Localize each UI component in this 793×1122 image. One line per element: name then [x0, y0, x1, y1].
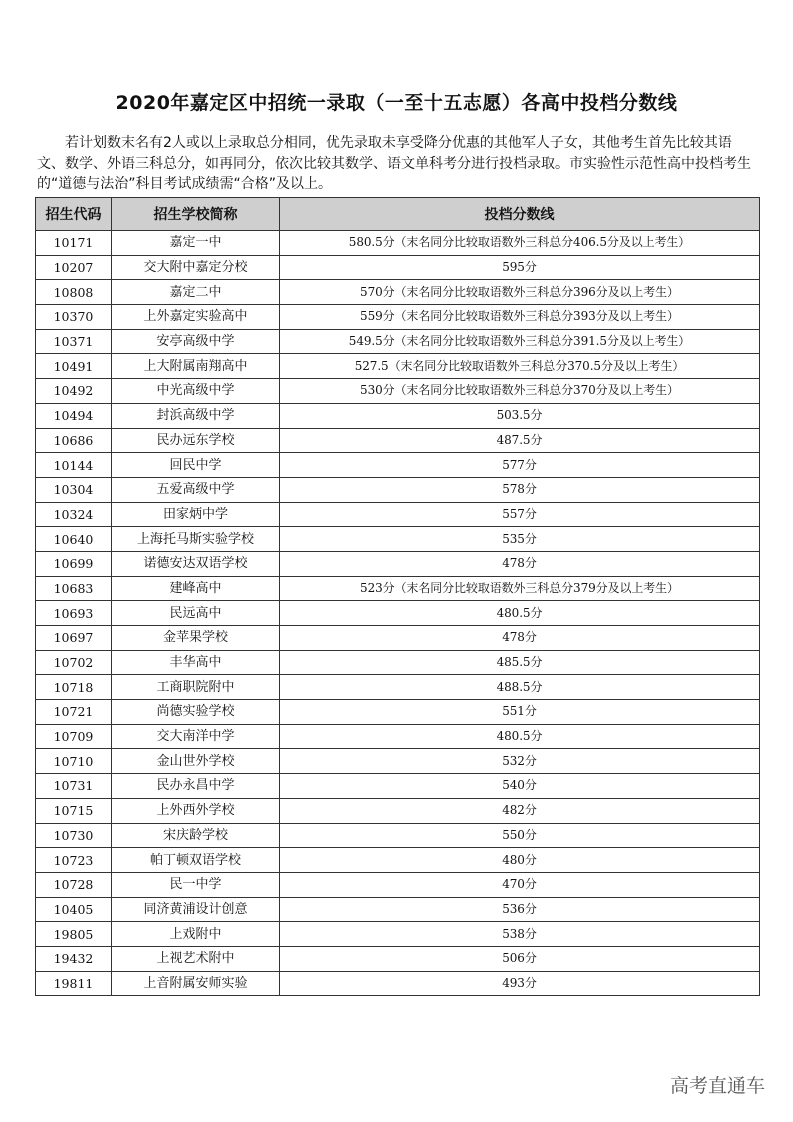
code-cell: 10324: [36, 502, 112, 527]
score-cell: 580.5分（末名同分比较取语数外三科总分406.5分及以上考生）: [280, 231, 760, 256]
table-row: [36, 453, 760, 478]
code-cell: 19432: [36, 946, 112, 971]
code-cell: 10699: [36, 551, 112, 576]
school-cell: 安亭高级中学: [112, 329, 280, 354]
school-cell: 上大附属南翔高中: [112, 354, 280, 379]
score-cell: 550分: [280, 823, 760, 848]
intro-paragraph: 若计划数末名有2人或以上录取总分相同，优先录取未享受降分优惠的其他军人子女，其他考生首先比较其语文、数学、外语三科总分，如再同分，依次比较其数学、语文单科考分进行投档录取。市实验性示范性高中投档考生的“道德与法治”科目考试成绩需“合格”及以上。: [37, 135, 751, 192]
code-cell: 10728: [36, 872, 112, 897]
code-cell: 10715: [36, 798, 112, 823]
table-row: [36, 724, 760, 749]
score-cell: 570分（末名同分比较取语数外三科总分396分及以上考生）: [280, 280, 760, 305]
score-cell: 485.5分: [280, 650, 760, 675]
score-cell: 480分: [280, 848, 760, 873]
table-row: [36, 576, 760, 601]
table-row: [36, 477, 760, 502]
code-cell: 10808: [36, 280, 112, 305]
table-row: [36, 971, 760, 996]
school-cell: 交大附中嘉定分校: [112, 255, 280, 280]
school-cell: 金山世外学校: [112, 749, 280, 774]
table-row: [36, 527, 760, 552]
table-row: [36, 428, 760, 453]
table-row: [36, 897, 760, 922]
code-cell: 19811: [36, 971, 112, 996]
score-cell: 503.5分: [280, 403, 760, 428]
code-cell: 10686: [36, 428, 112, 453]
school-cell: 工商职院附中: [112, 675, 280, 700]
code-cell: 10640: [36, 527, 112, 552]
school-cell: 民办永昌中学: [112, 774, 280, 799]
code-cell: 10494: [36, 403, 112, 428]
school-cell: 尚德实验学校: [112, 700, 280, 725]
code-cell: 10709: [36, 724, 112, 749]
table-row: [36, 379, 760, 404]
score-cell: 487.5分: [280, 428, 760, 453]
score-cell: 470分: [280, 872, 760, 897]
table-row: [36, 255, 760, 280]
code-cell: 10718: [36, 675, 112, 700]
header-school: 招生学校简称: [112, 198, 280, 231]
code-cell: 10370: [36, 305, 112, 330]
score-cell: 549.5分（末名同分比较取语数外三科总分391.5分及以上考生）: [280, 329, 760, 354]
header-code: 招生代码: [36, 198, 112, 231]
score-cell: 540分: [280, 774, 760, 799]
table-row: [36, 502, 760, 527]
school-cell: 民一中学: [112, 872, 280, 897]
score-cell: 536分: [280, 897, 760, 922]
table-row: [36, 774, 760, 799]
score-cell: 478分: [280, 551, 760, 576]
school-cell: 封浜高级中学: [112, 403, 280, 428]
table-row: [36, 650, 760, 675]
header-score: 投档分数线: [280, 198, 760, 231]
school-cell: 同济黄浦设计创意: [112, 897, 280, 922]
page-title: 2020年嘉定区中招统一录取（一至十五志愿）各高中投档分数线: [115, 92, 678, 114]
school-cell: 建峰高中: [112, 576, 280, 601]
school-cell: 帕丁顿双语学校: [112, 848, 280, 873]
table-row: [36, 700, 760, 725]
school-cell: 宋庆龄学校: [112, 823, 280, 848]
score-cell: 551分: [280, 700, 760, 725]
school-cell: 诺德安达双语学校: [112, 551, 280, 576]
school-cell: 上视艺术附中: [112, 946, 280, 971]
school-cell: 民远高中: [112, 601, 280, 626]
score-cell: 482分: [280, 798, 760, 823]
score-cell: 538分: [280, 922, 760, 947]
table-body: [36, 231, 760, 996]
score-cell: 559分（末名同分比较取语数外三科总分393分及以上考生）: [280, 305, 760, 330]
table-row: [36, 848, 760, 873]
table-row: [36, 403, 760, 428]
school-cell: 上戏附中: [112, 922, 280, 947]
code-cell: 10491: [36, 354, 112, 379]
score-table: [35, 197, 760, 996]
table-row: [36, 922, 760, 947]
school-cell: 民办远东学校: [112, 428, 280, 453]
code-cell: 10730: [36, 823, 112, 848]
code-cell: 10693: [36, 601, 112, 626]
table-row: [36, 675, 760, 700]
table-row: [36, 354, 760, 379]
table-row: [36, 280, 760, 305]
school-cell: 嘉定一中: [112, 231, 280, 256]
code-cell: 10723: [36, 848, 112, 873]
score-cell: 535分: [280, 527, 760, 552]
code-cell: 10304: [36, 477, 112, 502]
school-cell: 回民中学: [112, 453, 280, 478]
watermark-logo-text: 高考直通车: [669, 1075, 765, 1097]
code-cell: 10207: [36, 255, 112, 280]
score-cell: 478分: [280, 626, 760, 651]
school-cell: 田家炳中学: [112, 502, 280, 527]
table-row: [36, 305, 760, 330]
score-cell: 527.5（末名同分比较取语数外三科总分370.5分及以上考生）: [280, 354, 760, 379]
table-header-row: [36, 198, 760, 231]
score-cell: 532分: [280, 749, 760, 774]
table-row: [36, 872, 760, 897]
score-cell: 480.5分: [280, 724, 760, 749]
school-cell: 上外嘉定实验高中: [112, 305, 280, 330]
code-cell: 10405: [36, 897, 112, 922]
code-cell: 10731: [36, 774, 112, 799]
school-cell: 五爱高级中学: [112, 477, 280, 502]
code-cell: 10702: [36, 650, 112, 675]
table-row: [36, 946, 760, 971]
score-cell: 506分: [280, 946, 760, 971]
code-cell: 19805: [36, 922, 112, 947]
code-cell: 10721: [36, 700, 112, 725]
score-cell: 578分: [280, 477, 760, 502]
table-row: [36, 551, 760, 576]
score-cell: 577分: [280, 453, 760, 478]
score-cell: 530分（末名同分比较取语数外三科总分370分及以上考生）: [280, 379, 760, 404]
score-cell: 488.5分: [280, 675, 760, 700]
code-cell: 10710: [36, 749, 112, 774]
score-cell: 493分: [280, 971, 760, 996]
score-cell: 523分（末名同分比较取语数外三科总分379分及以上考生）: [280, 576, 760, 601]
school-cell: 金苹果学校: [112, 626, 280, 651]
code-cell: 10371: [36, 329, 112, 354]
school-cell: 上海托马斯实验学校: [112, 527, 280, 552]
table-row: [36, 823, 760, 848]
school-cell: 上音附属安师实验: [112, 971, 280, 996]
table-row: [36, 749, 760, 774]
school-cell: 丰华高中: [112, 650, 280, 675]
table-row: [36, 626, 760, 651]
code-cell: 10492: [36, 379, 112, 404]
code-cell: 10144: [36, 453, 112, 478]
school-cell: 上外西外学校: [112, 798, 280, 823]
table-row: [36, 798, 760, 823]
table-row: [36, 231, 760, 256]
table-row: [36, 329, 760, 354]
school-cell: 交大南洋中学: [112, 724, 280, 749]
school-cell: 中光高级中学: [112, 379, 280, 404]
school-cell: 嘉定二中: [112, 280, 280, 305]
score-cell: 595分: [280, 255, 760, 280]
score-cell: 480.5分: [280, 601, 760, 626]
score-cell: 557分: [280, 502, 760, 527]
table-row: [36, 601, 760, 626]
code-cell: 10171: [36, 231, 112, 256]
code-cell: 10697: [36, 626, 112, 651]
code-cell: 10683: [36, 576, 112, 601]
